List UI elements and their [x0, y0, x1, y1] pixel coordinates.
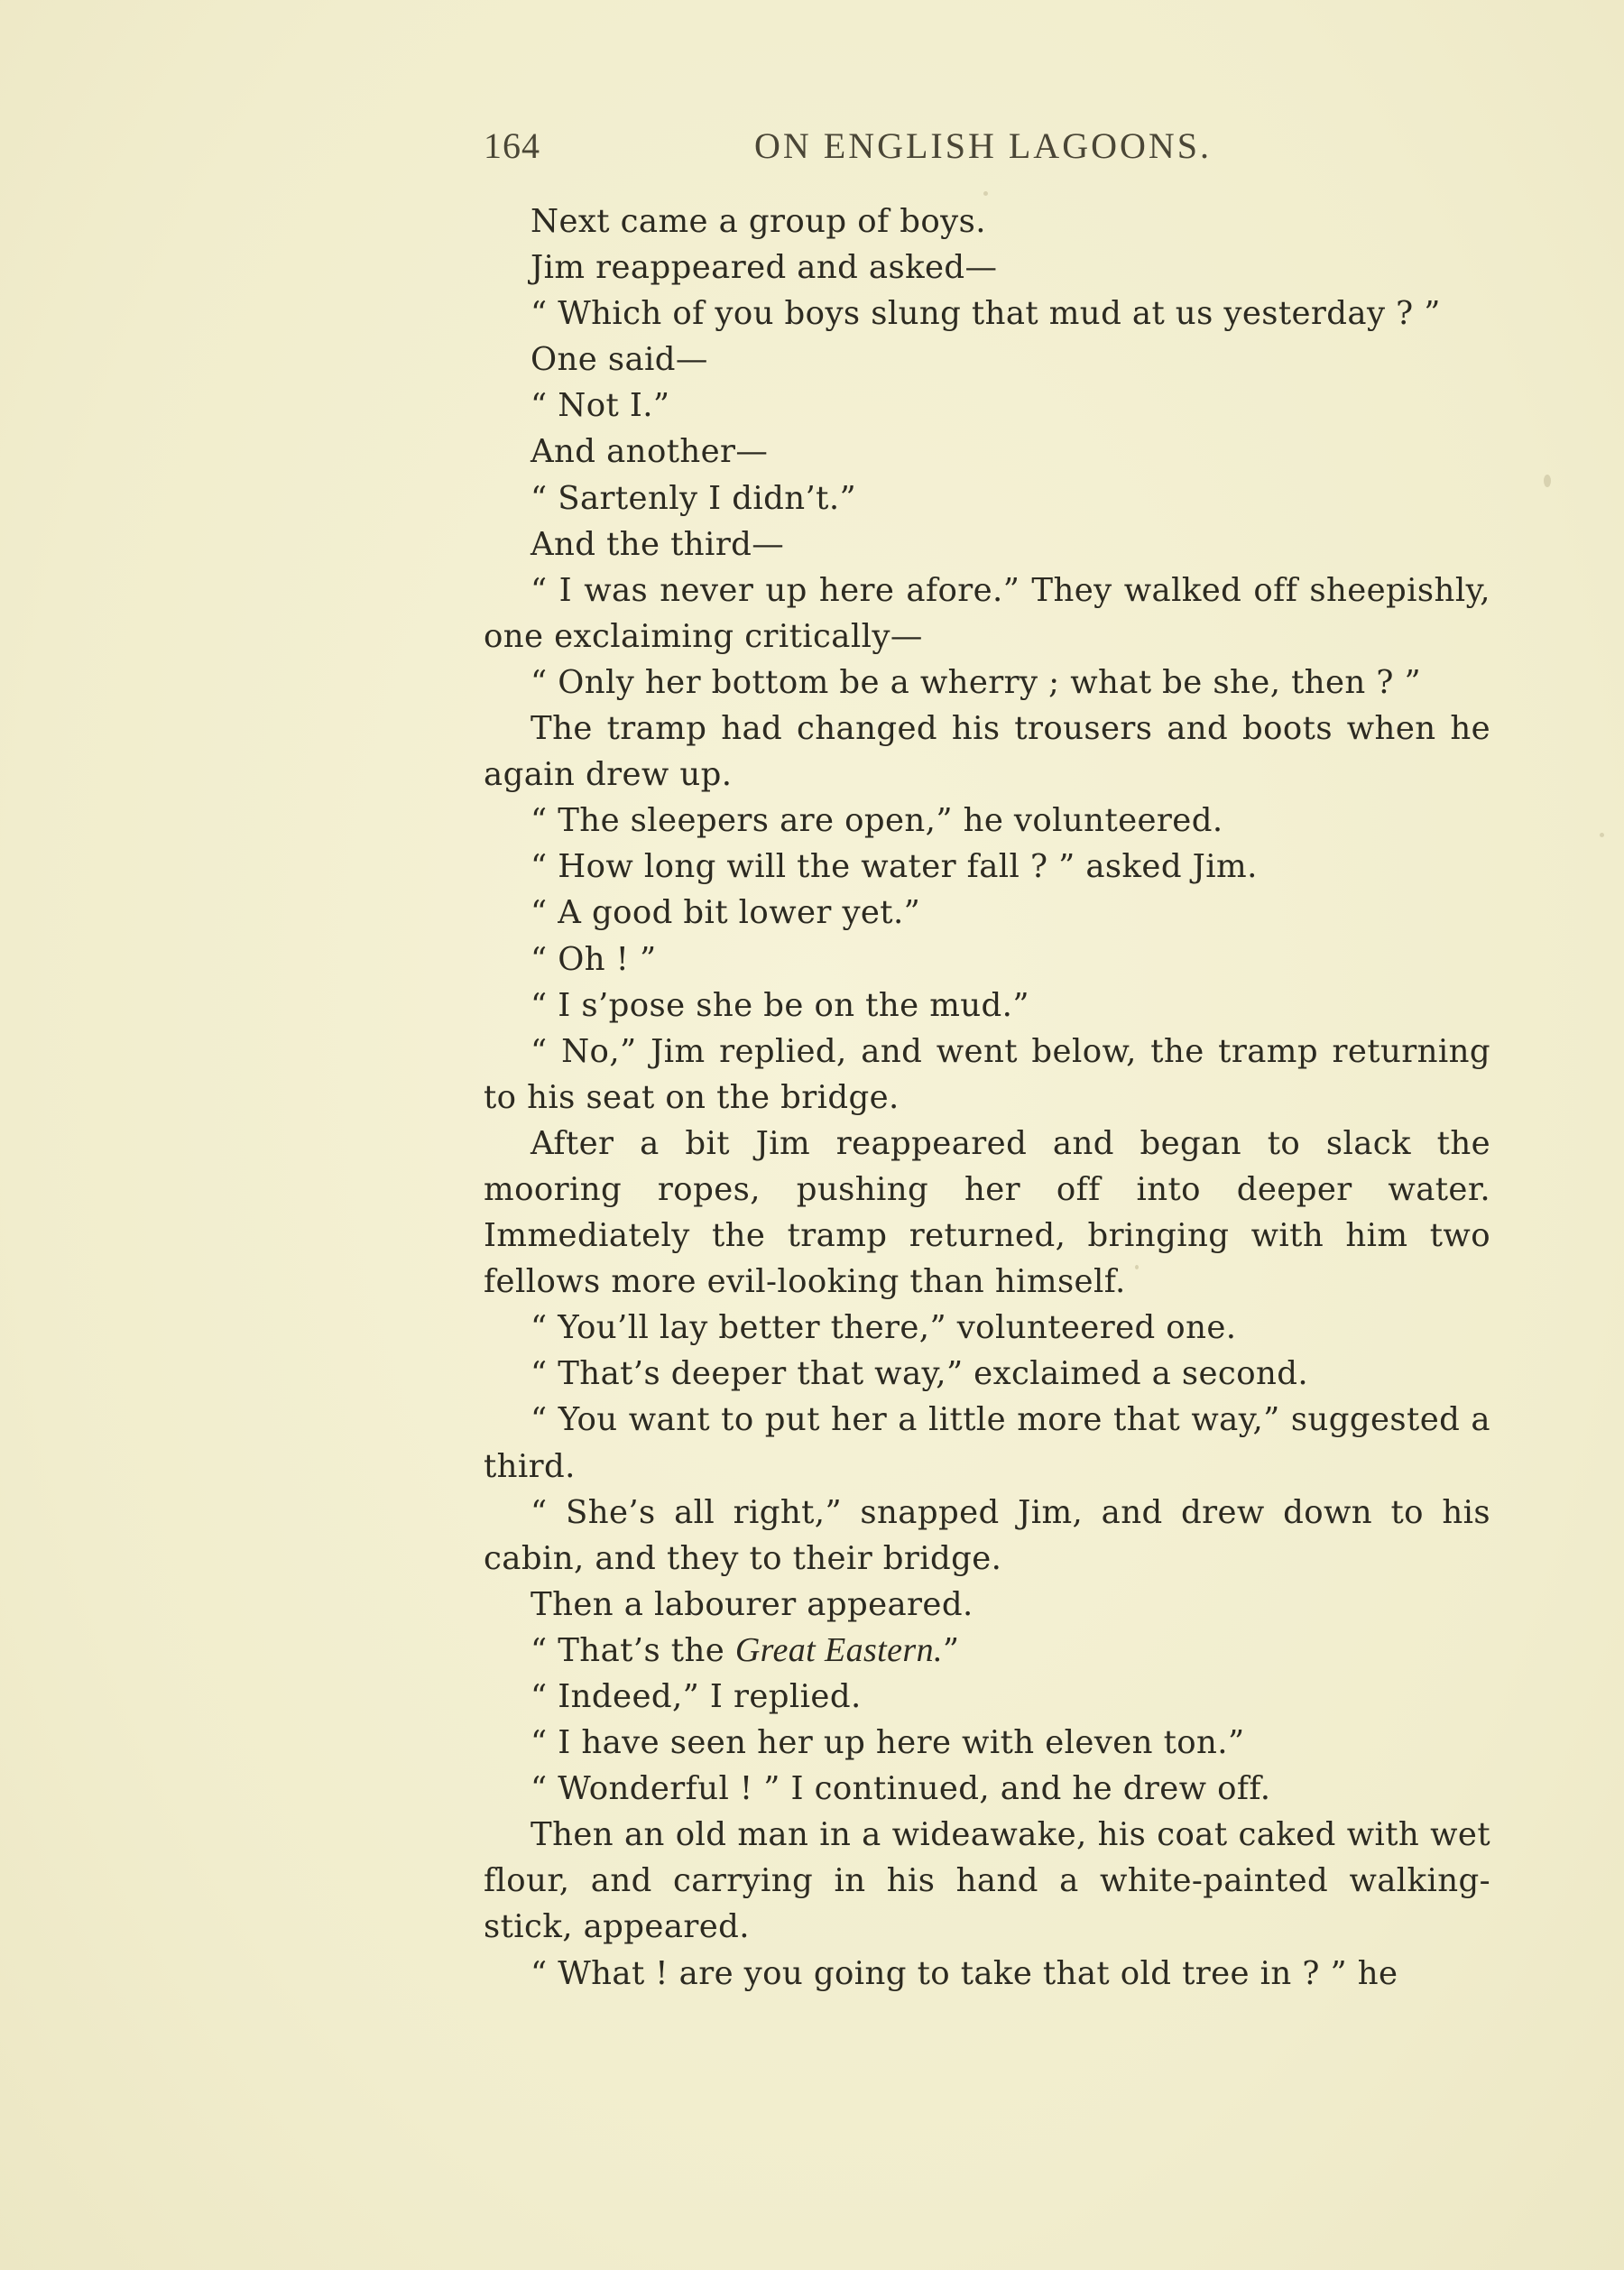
paragraph: Jim reappeared and asked—: [531, 249, 998, 287]
paragraph: “ She’s all right,” snapped Jim, and drew down to his cabin, and they to their bridge.: [484, 1493, 1490, 1577]
great-eastern-before: “ That’s the: [531, 1631, 735, 1669]
paragraph: “ How long will the water fall ? ” asked Jim.: [531, 848, 1258, 886]
paragraph: And another—: [531, 433, 769, 471]
paragraph: Then an old man in a wideawake, his coat caked with wet flour, and carrying in his hand a white-painted walking-stick, appeared.: [484, 1816, 1490, 1946]
paragraph: “ Not I.”: [531, 387, 670, 425]
paragraph: One said—: [531, 341, 708, 379]
paragraph: “ A good bit lower yet.”: [531, 894, 921, 932]
running-head: ON ENGLISH LAGOONS.: [754, 125, 1212, 166]
paper-speck: [1600, 833, 1604, 837]
paper-speck: [1135, 1265, 1139, 1269]
paragraph: “ I was never up here afore.” They walked off sheepishly, one exclaiming critically—: [484, 571, 1490, 655]
paragraph: “ What ! are you going to take that old tree in ? ” he: [531, 1954, 1398, 1992]
paper-speck: [983, 191, 988, 196]
paragraph: “ Only her bottom be a wherry ; what be she, then ? ”: [531, 663, 1422, 701]
paragraph: “ Sartenly I didn’t.”: [531, 479, 857, 517]
paragraph: “ I have seen her up here with eleven ton.”: [531, 1724, 1245, 1762]
page-header: [484, 125, 1490, 179]
paragraph: “ Oh ! ”: [531, 940, 657, 978]
paragraph: “ No,” Jim replied, and went below, the tramp returning to his seat on the bridge.: [484, 1032, 1490, 1116]
paragraph: “ Wonderful ! ” I continued, and he drew off.: [531, 1770, 1271, 1808]
paragraph: And the third—: [531, 525, 785, 563]
paragraph: “ You’ll lay better there,” volunteered one.: [531, 1309, 1237, 1347]
paragraph: “ Indeed,” I replied.: [531, 1678, 862, 1715]
paragraph: Next came a group of boys.: [531, 203, 986, 240]
ship-name-italic: Great Eastern.: [734, 1630, 943, 1669]
paragraph: “ You want to put her a little more that way,” suggested a third.: [484, 1401, 1490, 1485]
paper-speck: [1544, 475, 1551, 487]
paragraph: Then a labourer appeared.: [531, 1585, 973, 1623]
paragraph: “ Which of you boys slung that mud at us yesterday ? ”: [531, 295, 1441, 333]
great-eastern-after: ”: [942, 1631, 960, 1669]
paragraph: After a bit Jim reappeared and began to slack the mooring ropes, pushing her off into deeper water. Immediately the tramp returned, bringing with him two fellows more evil-looking than himself.: [484, 1124, 1490, 1301]
paragraph-great-eastern: [484, 1628, 1490, 1674]
paragraph: The tramp had changed his trousers and boots when he again drew up.: [484, 710, 1490, 794]
paragraph: “ The sleepers are open,” he volunteered.: [531, 802, 1223, 840]
page-number: 164: [484, 125, 540, 166]
body-text: [484, 198, 1490, 1997]
paragraph: “ That’s deeper that way,” exclaimed a second.: [531, 1355, 1309, 1393]
paragraph: “ I s’pose she be on the mud.”: [531, 986, 1029, 1024]
